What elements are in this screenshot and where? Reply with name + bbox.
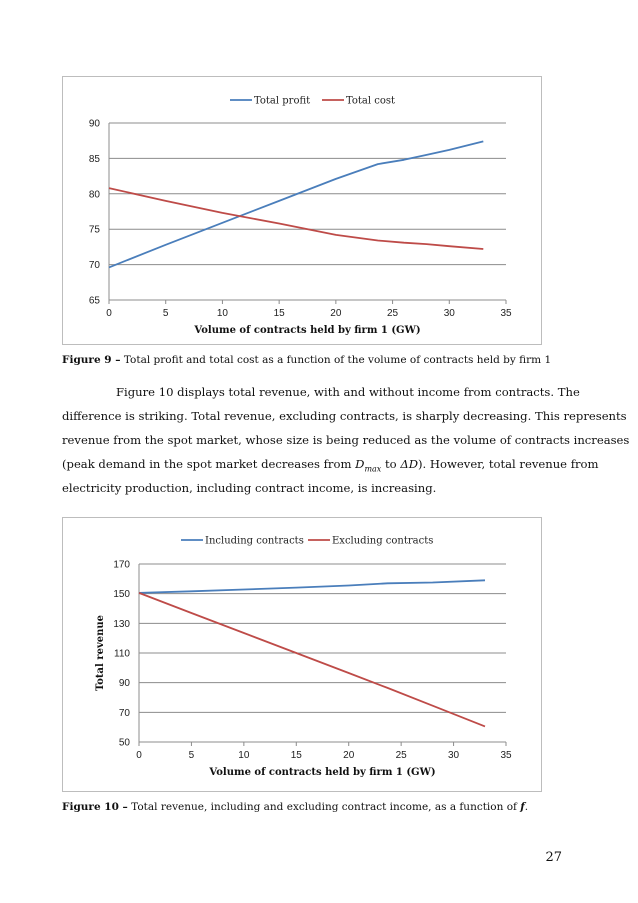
y-axis-title: Total revenue [95, 614, 106, 692]
body-paragraph [62, 380, 630, 500]
figure-9-caption [62, 353, 551, 367]
y-tick-label: 50 [118, 737, 130, 749]
y-tick-label: 70 [88, 260, 100, 272]
figure-10-caption-end: . [524, 801, 529, 813]
x-tick-label: 35 [500, 750, 512, 761]
series-line-1 [109, 141, 483, 267]
x-axis-title: Volume of contracts held by firm 1 (GW) [194, 325, 421, 336]
x-tick-label: 0 [136, 750, 142, 761]
paragraph-line-4-to: to [381, 457, 401, 471]
legend-label-2: Excluding contracts [332, 535, 434, 547]
y-tick-label: 170 [113, 559, 130, 571]
page-number: 27 [545, 850, 562, 865]
y-tick-label: 90 [118, 678, 130, 690]
paragraph-line-2: difference is striking. Total revenue, excluding contracts, is sharply decreasing. This represents [62, 409, 627, 423]
y-tick-label: 85 [88, 153, 100, 165]
x-tick-label: 35 [500, 308, 512, 319]
figure-10-label: Figure 10 – [62, 801, 128, 813]
y-tick-label: 80 [88, 189, 100, 201]
x-tick-label: 0 [106, 308, 112, 319]
x-tick-label: 30 [448, 750, 460, 761]
x-tick-label: 25 [395, 750, 407, 761]
figure-9-label: Figure 9 – [62, 354, 121, 366]
paragraph-line-1: Figure 10 displays total revenue, with and without income from contracts. The [116, 385, 580, 399]
figure-10-chart [62, 517, 542, 792]
delta-d-symbol: ΔD [400, 457, 418, 471]
legend-label-2: Total cost [346, 95, 396, 107]
paragraph-line-3: revenue from the spot market, whose size is being reduced as the volume of contracts increases [62, 433, 630, 447]
figure-9-svg [63, 77, 541, 344]
figure-9-caption-text: Total profit and total cost as a function of the volume of contracts held by firm 1 [120, 354, 552, 366]
d-max-symbol: $D_{max}$ [355, 457, 382, 474]
legend-label-1: Total profit [254, 95, 311, 107]
x-tick-label: 15 [290, 750, 302, 761]
x-tick-label: 10 [216, 308, 228, 319]
x-axis-title: Volume of contracts held by firm 1 (GW) [209, 767, 436, 778]
x-tick-label: 25 [387, 308, 399, 319]
y-tick-label: 150 [113, 589, 130, 601]
x-tick-label: 5 [188, 750, 195, 761]
x-tick-label: 10 [238, 750, 250, 761]
x-tick-label: 30 [443, 308, 455, 319]
y-tick-label: 90 [88, 118, 100, 130]
y-tick-label: 70 [118, 707, 130, 719]
series-line-2 [109, 188, 483, 249]
paragraph-line-5: electricity production, including contract income, is increasing. [62, 481, 437, 495]
paragraph-line-4 [62, 452, 599, 476]
x-tick-label: 20 [330, 308, 342, 319]
figure-9-chart [62, 76, 542, 345]
x-tick-label: 15 [273, 308, 285, 319]
figure-10-caption-text: Total revenue, including and excluding contract income, as a function of [127, 801, 521, 813]
figure-10-svg [63, 518, 541, 791]
x-tick-label: 5 [162, 308, 169, 319]
y-tick-label: 130 [113, 618, 130, 630]
y-tick-label: 110 [114, 648, 130, 660]
paragraph-line-4-start: (peak demand in the spot market decreases from [62, 457, 356, 471]
f-symbol: f [520, 801, 525, 813]
x-tick-label: 20 [343, 750, 355, 761]
y-tick-label: 75 [88, 224, 100, 236]
series-line-1 [139, 580, 485, 593]
paragraph-line-4-end: ). However, total revenue from [418, 457, 599, 471]
figure-10-caption [62, 800, 528, 814]
legend-label-1: Including contracts [205, 535, 304, 547]
series-line-2 [139, 593, 485, 727]
y-tick-label: 65 [88, 295, 100, 307]
